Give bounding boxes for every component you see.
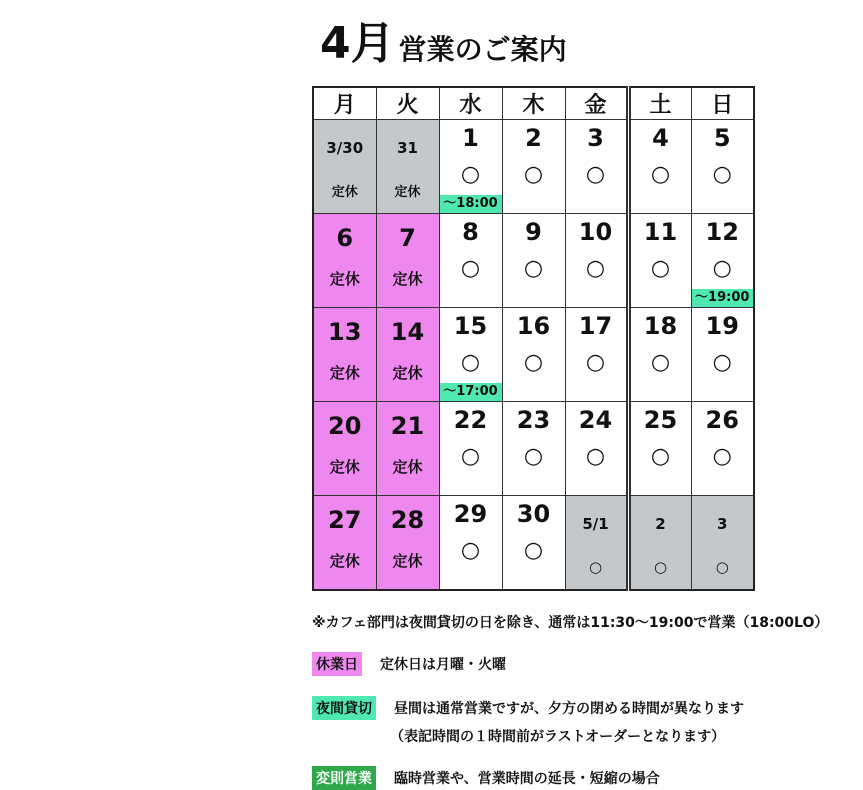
day-number: 26 [705,406,739,434]
calendar-day-cell [439,496,502,591]
open-mark: ○ [460,538,481,563]
calendar-body [313,120,754,591]
closed-label: 定休 [329,458,360,476]
calendar-day-cell [502,214,565,308]
closed-label: 定休 [329,364,360,382]
calendar-day-cell [628,120,691,214]
calendar-day-cell [313,496,376,591]
open-mark: ○ [585,256,606,281]
open-mark: ○ [523,444,544,469]
day-number: 3 [587,124,604,152]
day-number: 22 [453,406,488,434]
legend-holiday-tag: 休業日 [312,652,362,676]
day-number: 6 [336,224,354,252]
calendar-day-cell [628,402,691,496]
closing-time-badge: ～19:00 [692,289,754,307]
weekday-fri: 金 [565,87,628,120]
calendar-day-cell [628,308,691,402]
open-mark: ○ [585,350,606,375]
calendar-day-cell [376,120,439,214]
open-mark: ○ [460,162,481,187]
closing-time-badge: ～17:00 [440,383,502,401]
calendar-day-cell [376,214,439,308]
day-number: 10 [578,218,613,246]
day-number: 2 [525,124,542,152]
open-mark: ○ [653,558,668,576]
day-number: 5/1 [582,515,609,533]
open-mark: ○ [712,162,732,187]
cafe-footnote: ※カフェ部門は夜間貸切の日を除き、通常は11:30～19:00で営業（18:00LO） [312,615,829,631]
open-mark: ○ [588,558,603,576]
calendar-day-cell [502,496,565,591]
day-number: 1 [462,124,479,152]
open-mark: ○ [460,350,481,375]
calendar-day-cell [565,496,628,591]
calendar-day-cell [691,214,754,308]
calendar-day-cell [628,214,691,308]
legend-irregular-text: 臨時営業や、営業時間の延長・短縮の場合 [394,771,660,787]
weekday-sun: 日 [691,87,754,120]
open-mark: ○ [460,256,481,281]
open-mark: ○ [585,444,606,469]
day-number: 31 [397,139,418,157]
day-number: 7 [399,224,416,252]
open-mark: ○ [523,162,544,187]
calendar-day-cell [376,496,439,591]
calendar-week-row [313,402,754,496]
calendar-day-cell [691,402,754,496]
page-title [320,6,567,69]
day-number: 14 [390,318,425,346]
legend-night-rental-subtext: （表記時間の１時間前がラストオーダーとなります） [390,729,726,745]
open-mark: ○ [712,256,732,281]
day-number: 11 [643,218,678,246]
day-number: 24 [578,406,613,434]
closing-time-badge: ～18:00 [440,195,502,213]
closed-label: 定休 [392,552,423,570]
day-number: 28 [390,506,425,534]
calendar-day-cell [439,308,502,402]
day-number: 21 [390,412,425,440]
calendar-day-cell [565,308,628,402]
closed-label: 定休 [392,458,423,476]
open-mark: ○ [650,162,671,187]
calendar-week-row [313,496,754,591]
day-number: 4 [652,124,669,152]
calendar-day-cell [565,214,628,308]
day-number: 27 [328,506,362,534]
calendar-day-cell [691,308,754,402]
calendar-day-cell [313,402,376,496]
day-number: 3 [717,515,728,533]
calendar-day-cell [691,120,754,214]
open-mark: ○ [650,350,671,375]
day-number: 8 [462,218,479,246]
day-number: 17 [578,312,613,340]
day-number: 13 [328,318,362,346]
calendar-week-row [313,120,754,214]
calendar-day-cell [565,402,628,496]
calendar-day-cell [313,214,376,308]
day-number: 23 [516,406,551,434]
closed-label: 定休 [329,552,360,570]
day-number: 30 [516,500,551,528]
legend-irregular [312,766,828,790]
day-number: 15 [453,312,488,340]
day-number: 9 [525,218,542,246]
day-number: 2 [655,515,666,533]
weekday-mon: 月 [313,87,376,120]
notes-section [312,612,828,790]
calendar-week-row [313,308,754,402]
calendar-day-cell [376,402,439,496]
weekday-header-row [313,87,754,120]
calendar-day-cell [628,496,691,591]
open-mark: ○ [523,256,544,281]
day-number: 19 [705,312,739,340]
calendar-table [312,86,755,591]
title-month: 4月 [320,18,395,69]
calendar-day-cell [313,120,376,214]
legend-holiday [312,652,828,676]
open-mark: ○ [585,162,606,187]
day-number: 5 [713,124,731,152]
closed-label: 定休 [392,270,423,288]
day-number: 16 [516,312,551,340]
open-mark: ○ [523,350,544,375]
closed-label: 定休 [392,364,423,382]
day-number: 3/30 [326,139,364,157]
legend-night-rental [312,696,828,720]
calendar-day-cell [376,308,439,402]
open-mark: ○ [650,256,671,281]
open-mark: ○ [712,444,732,469]
open-mark: ○ [523,538,544,563]
calendar-day-cell [439,402,502,496]
closed-label: 定休 [394,185,421,200]
calendar-day-cell [565,120,628,214]
calendar-day-cell [502,120,565,214]
day-number: 20 [328,412,362,440]
calendar-day-cell [439,120,502,214]
weekday-sat: 土 [628,87,691,120]
open-mark: ○ [715,558,729,576]
legend-night-rental-text: 昼間は通常営業ですが、夕方の閉める時間が異なります [394,701,744,717]
title-text: 営業のご案内 [398,33,567,66]
legend-holiday-text: 定休日は月曜・火曜 [380,657,506,673]
day-number: 29 [453,500,488,528]
day-number: 25 [643,406,678,434]
open-mark: ○ [712,350,732,375]
day-number: 12 [705,218,739,246]
closed-label: 定休 [331,185,358,200]
weekday-wed: 水 [439,87,502,120]
legend-night-rental-tag: 夜間貸切 [312,696,376,720]
day-number: 18 [643,312,678,340]
legend-irregular-tag: 変則営業 [312,766,376,790]
calendar-week-row [313,214,754,308]
calendar-day-cell [439,214,502,308]
calendar-day-cell [691,496,754,591]
weekday-thu: 木 [502,87,565,120]
calendar-day-cell [502,308,565,402]
calendar-day-cell [313,308,376,402]
weekday-tue: 火 [376,87,439,120]
open-mark: ○ [650,444,671,469]
open-mark: ○ [460,444,481,469]
calendar-day-cell [502,402,565,496]
closed-label: 定休 [329,270,360,288]
